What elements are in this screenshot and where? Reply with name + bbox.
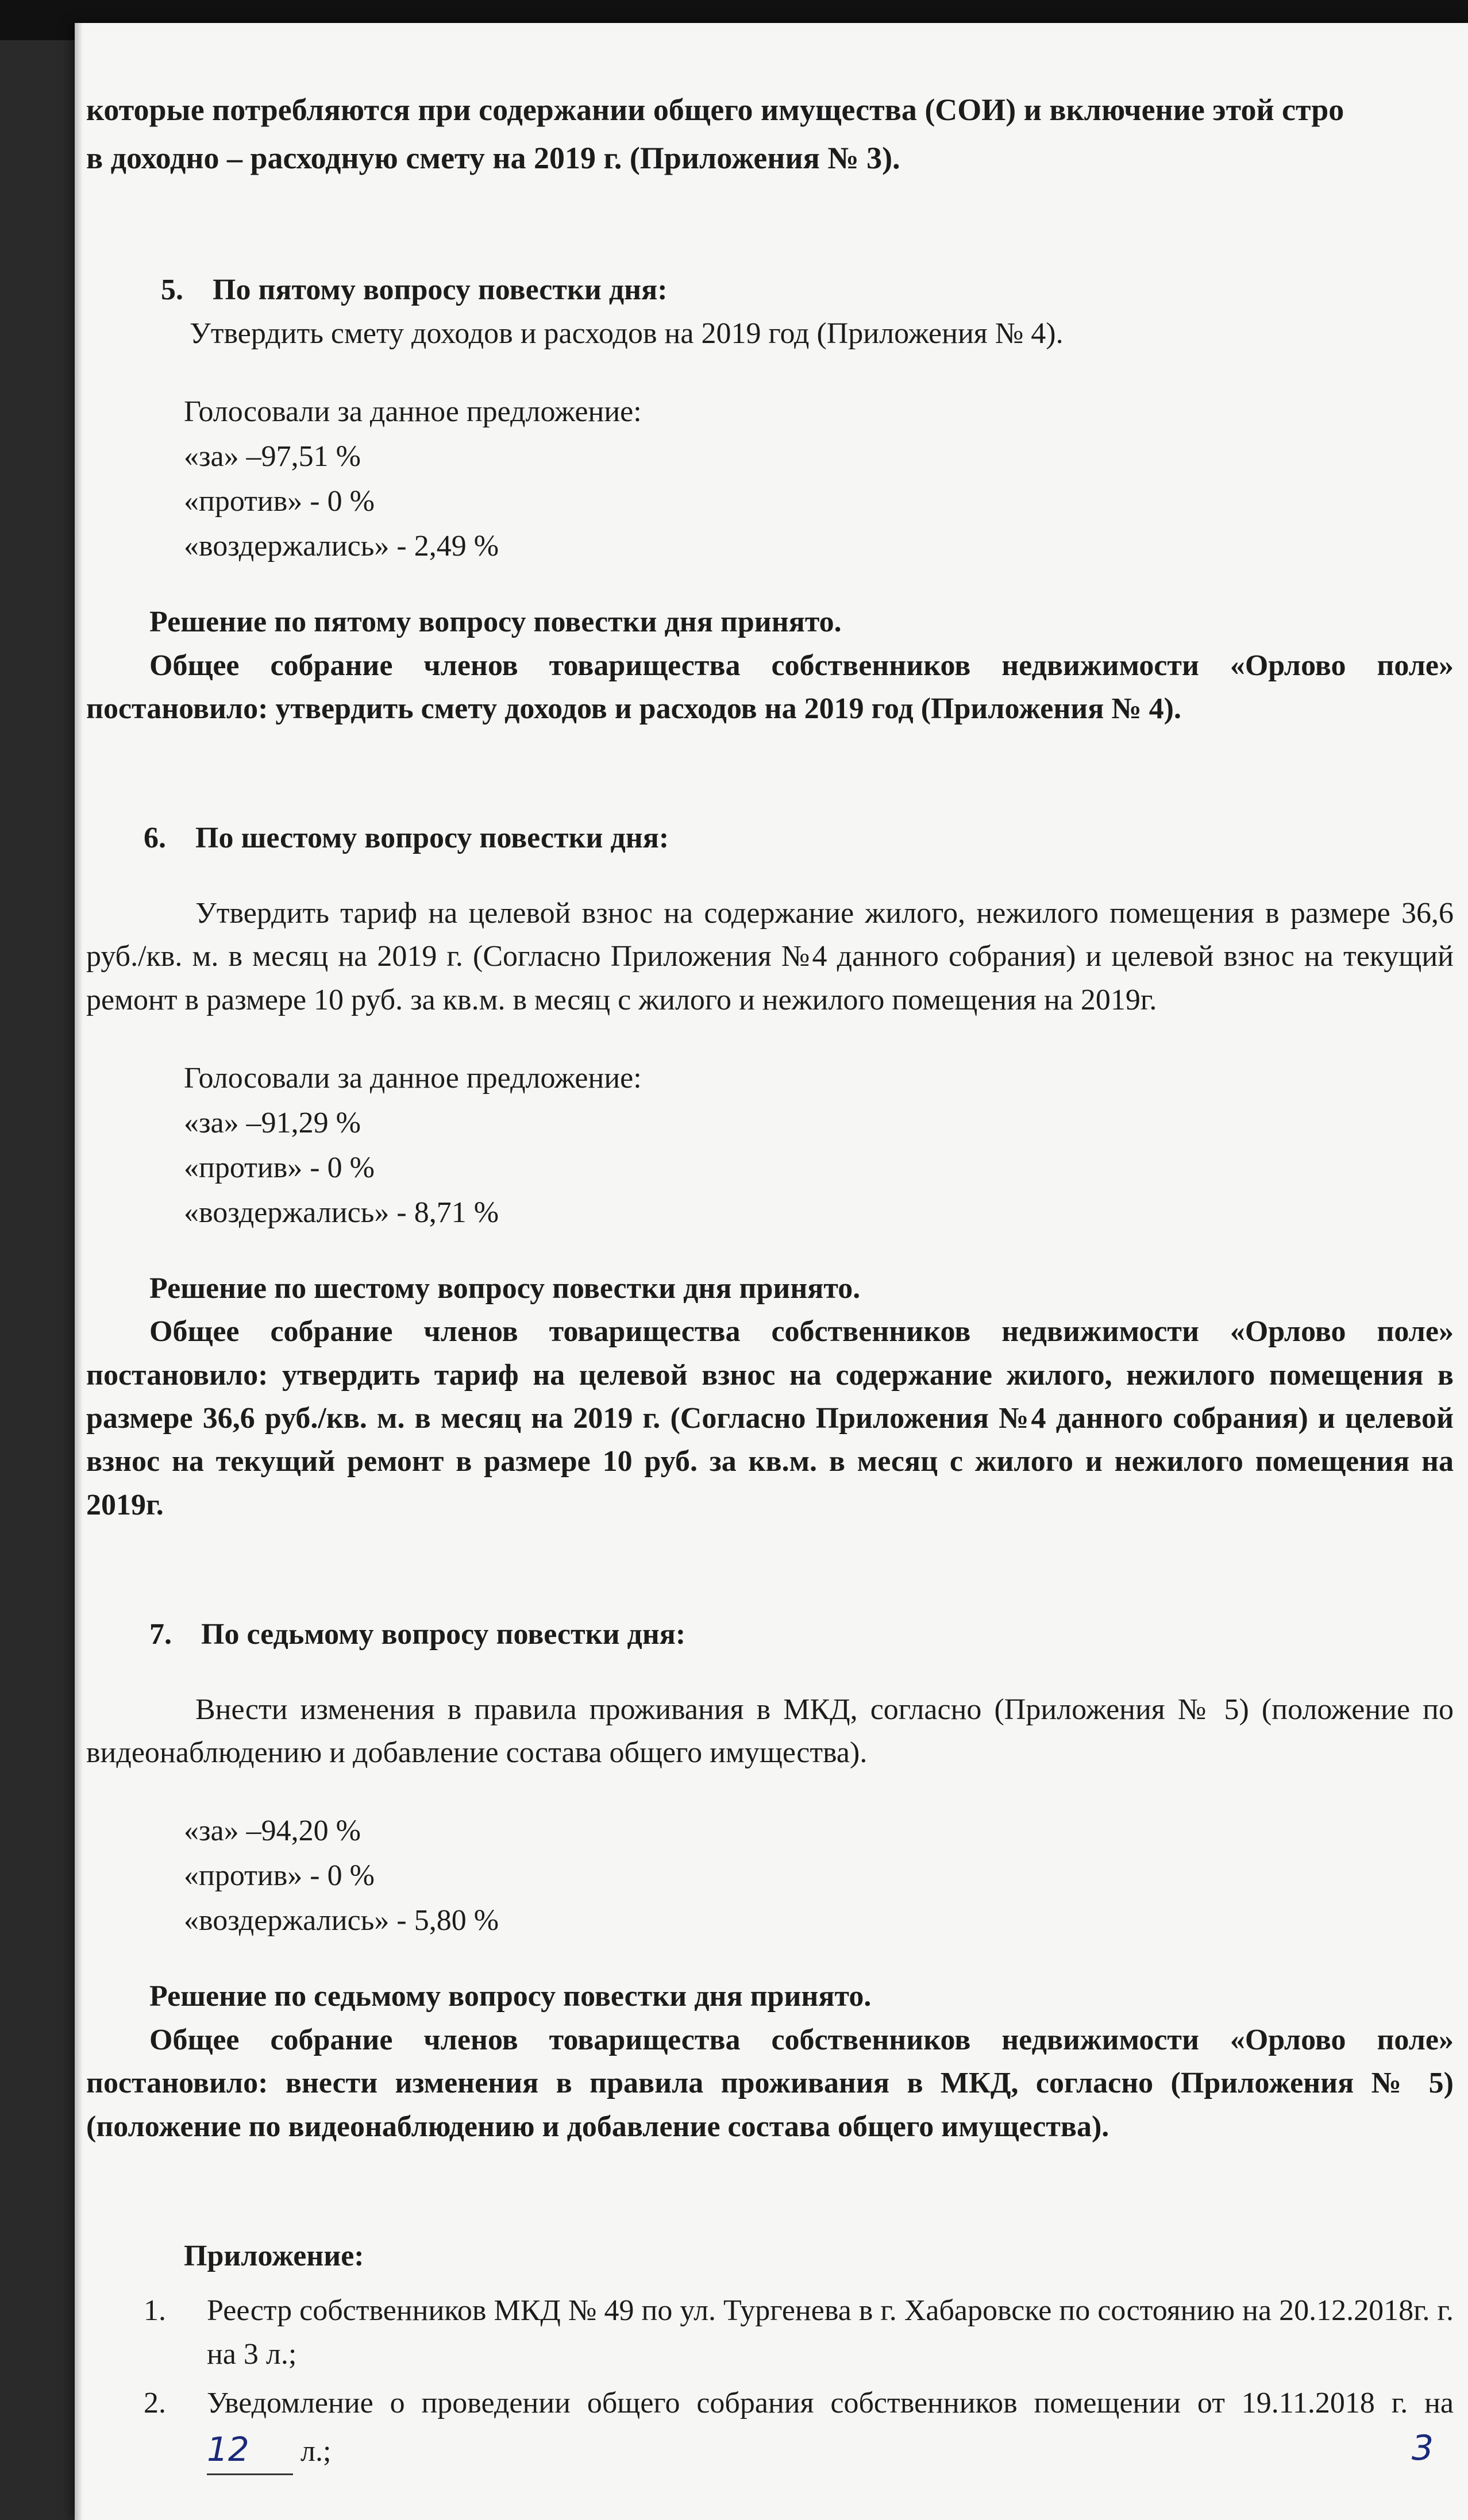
attachment-item-1 — [86, 2289, 1454, 2376]
question-6-votes — [86, 1056, 1454, 1235]
question-5-votes-title: Голосовали за данное предложение: — [184, 395, 642, 429]
question-5-decision-title: Решение по пятому вопросу повестки дня принято. — [149, 606, 842, 639]
question-5-proposal: Утвердить смету доходов и расходов на 2019 год (Приложения № 4). — [190, 317, 1064, 350]
question-5-vote-against: «против» - 0 % — [184, 485, 375, 518]
question-6-number: 6. — [144, 822, 166, 855]
intro-paragraph — [86, 86, 1454, 182]
question-6-section — [86, 816, 1454, 1527]
page-edge-shadow — [75, 23, 83, 2520]
intro-line-2: в доходно – расходную смету на 2019 г. (Приложения № 3). — [86, 140, 900, 175]
question-6-heading — [86, 816, 1454, 860]
question-6-decision-title: Решение по шестому вопросу повестки дня принято. — [149, 1271, 861, 1305]
question-7-votes — [86, 1809, 1454, 1943]
handwritten-page-count: 12 — [207, 2425, 293, 2475]
question-5-number: 5. — [161, 273, 183, 307]
attachment-item-1-text: Реестр собственников МКД № 49 по ул. Тургенева в г. Хабаровске по состоянию на 20.12.2018г. г. на 3 л.; — [207, 2294, 1454, 2371]
document-page — [75, 23, 1468, 2520]
attachment-item-2 — [86, 2382, 1454, 2475]
question-6-vote-against: «против» - 0 % — [184, 1151, 375, 1184]
question-7-vote-against: «против» - 0 % — [184, 1859, 375, 1893]
question-7-decision — [86, 1975, 1454, 2148]
question-7-heading-text: По седьмому вопросу повестки дня: — [201, 1618, 686, 1651]
question-5-heading-text: По пятому вопросу повестки дня: — [213, 273, 668, 307]
question-5-decision-body: Общее собрание членов товарищества собственников недвижимости «Орлово поле» постановило: утвердить смету доходов и расходов на 2019 год (Приложения № 4). — [86, 649, 1454, 725]
attachments-section — [86, 2234, 1454, 2475]
question-5-section — [86, 268, 1454, 730]
intro-line-1: которые потребляются при содержании общего имущества (СОИ) и включение этой стро — [86, 93, 1344, 127]
attachment-item-2-text-after: л.; — [293, 2434, 332, 2468]
question-5-decision — [86, 600, 1454, 730]
handwritten-page-number: 3 — [1411, 2428, 1434, 2468]
question-7-proposal: Внести изменения в правила проживания в МКД, согласно (Приложения № 5) (положение по видеонаблюдению и добавление состава общего имущества). — [86, 1693, 1454, 1770]
question-7-section — [86, 1613, 1454, 2148]
question-5-vote-for: «за» –97,51 % — [184, 440, 361, 473]
question-5-heading — [86, 268, 1454, 311]
attachments-title: Приложение: — [184, 2239, 364, 2272]
attachment-item-2-number: 2. — [144, 2387, 166, 2420]
question-7-decision-title: Решение по седьмому вопросу повестки дня принято. — [149, 1980, 872, 2013]
question-6-vote-abstain: «воздержались» - 8,71 % — [184, 1196, 499, 1229]
page-content — [86, 86, 1454, 2481]
question-6-vote-for: «за» –91,29 % — [184, 1106, 361, 1139]
question-6-heading-text: По шестому вопросу повестки дня: — [195, 822, 669, 855]
question-7-number: 7. — [149, 1618, 172, 1651]
question-6-decision-body: Общее собрание членов товарищества собственников недвижимости «Орлово поле» постановило: утвердить тариф на целевой взнос на содержание жилого, нежилого помещения в размере 36,6 руб./кв. м. в месяц на 2019 г. (Согласно Приложения №4 данного собрания) и целевой взнос на текущий ремонт в размере 10 руб. за кв.м. в месяц с жилого и нежилого помещения на 2019г. — [86, 1315, 1454, 1521]
question-5-votes — [86, 390, 1454, 569]
question-7-vote-for: «за» –94,20 % — [184, 1814, 361, 1848]
question-6-votes-title: Голосовали за данное предложение: — [184, 1061, 642, 1095]
attachment-item-1-number: 1. — [144, 2294, 166, 2328]
question-7-vote-abstain: «воздержались» - 5,80 % — [184, 1904, 499, 1937]
question-7-decision-body: Общее собрание членов товарищества собственников недвижимости «Орлово поле» постановило: внести изменения в правила проживания в МКД, согласно (Приложения № 5) (положение по видеонаблюдению и добавление состава общего имущества). — [86, 2023, 1454, 2143]
attachments-list — [86, 2289, 1454, 2475]
question-6-decision — [86, 1267, 1454, 1527]
question-5-vote-abstain: «воздержались» - 2,49 % — [184, 530, 499, 563]
question-6-proposal: Утвердить тариф на целевой взнос на содержание жилого, нежилого помещения в размере 36,6 руб./кв. м. в месяц на 2019 г. (Согласно Приложения №4 данного собрания) и целевой взнос на текущий ремонт в размере 10 руб. за кв.м. в месяц с жилого и нежилого помещения на 2019г. — [86, 896, 1454, 1016]
question-7-heading — [86, 1613, 1454, 1656]
attachment-item-2-text-before: Уведомление о проведении общего собрания собственников помещении от 19.11.2018 г. на — [207, 2387, 1454, 2420]
